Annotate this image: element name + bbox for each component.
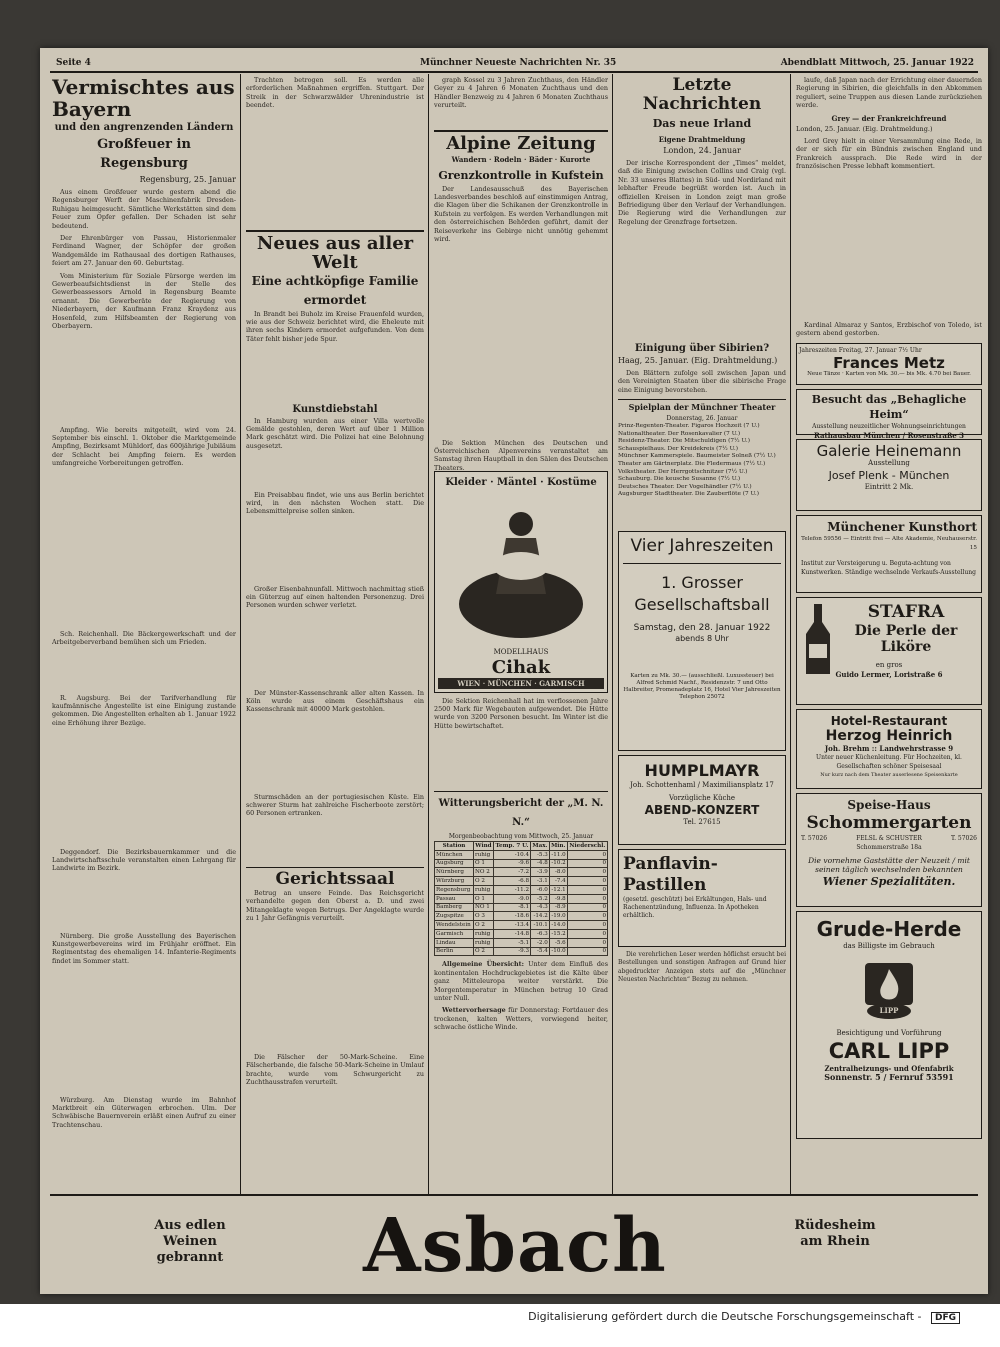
weather-row [435,947,608,956]
article-text: Trachten betrogen soll. Es werden alle erforderlichen Maßnahmen ergriffen. Stuttgart. Der Streik in der Schwarzwälder Uhrenindustrie ist beendet. [246,76,424,110]
ad-stafra-sub: en gros [875,661,903,669]
ad-stafra [796,597,982,705]
weather-cell: -9.0 [493,894,530,903]
ad-humpl-addr: Joh. Schottenhaml / Maximiliansplatz 17 [630,781,774,789]
dateline: Haag, 25. Januar. (Eig. Drahtmeldung.) [618,356,778,365]
weather-cell: NO 2 [473,868,493,877]
article-text: Lord Grey hielt in einer Versammlung eine Rede, in der er sich für ein Bündnis zwischen England und Frankreich aussprach. Die Rede wird in der französischen Presse lebhaft kommentiert. [796,137,982,171]
banner-right-text: Rüdesheim am Rhein [794,1218,876,1249]
ad-grude-addr: Sonnenstr. 5 / Fernruf 53591 [824,1072,954,1082]
weather-forecast [434,1006,608,1031]
ad-grude-company: CARL LIPP [828,1039,950,1063]
section-rule [246,230,424,232]
weather-cell: -15.2 [549,929,567,938]
weather-cell: -7.4 [549,877,567,886]
ad-stafra-addr: Guido Lermer, Loristraße 6 [835,670,943,679]
weather-cell: Wendelstein [435,921,474,930]
weather-cell: O 2 [473,947,493,956]
ad-heim-sub: Ausstellung neuzeitlicher Wohnungseinrichtungen [812,423,966,430]
ad-pan-text: (gesetzl. geschützt) bei Erkältungen, Hals- und Rachenentzündung, Influenza. In Apotheken erhältlich. [623,896,767,919]
weather-cell: -2.0 [531,938,550,947]
weather-cell: O 3 [473,912,493,921]
weather-title: Witterungsbericht der „M. N. N.“ [438,798,604,828]
weather-cell: 0 [567,938,607,947]
article-text: Sch. Reichenhall. Die Bäckergewerkschaft und der Arbeitgeberverband bemühen sich um Frieden. [52,629,236,647]
ad-metz-top: Jahreszeiten Freitag, 27. Januar 7½ Uhr [799,347,922,354]
weather-cell: -10.0 [549,947,567,956]
ad-speise-special: Wiener Spezialitäten. [822,875,956,888]
ad-grude-name: Grude-Herde [816,917,962,941]
weather-cell: -5.4 [531,947,550,956]
ad-vier-time: abends 8 Uhr [675,634,729,643]
article-text: Sturmschäden an der portugiesischen Küste. Ein schwerer Sturm hat zahlreiche Fischerboote zerstört; 60 Personen ertranken. [246,792,424,818]
ad-cihak-head: Kleider · Mäntel · Kostüme [445,476,597,488]
weather-cell: 0 [567,903,607,912]
section-title-letzte: Letzte Nachrichten [642,76,762,114]
flame-logo-icon [861,959,917,1021]
ad-speise-text: Die vornehme Gaststätte der Neuzeit / mit seinen täglich wechselnden bekannten [808,856,970,874]
ad-kunst-name: Münchener Kunsthort [827,520,977,534]
ad-speise-owners: FELSL & SCHUSTER [856,835,922,842]
column-4 [618,76,786,1194]
ad-vier-date: Samstag, den 28. Januar 1922 [633,623,771,633]
article-text: graph Kossel zu 3 Jahren Zuchthaus, den Händler Geyer zu 4 Jahren 6 Monaten Zuchthaus und den Händler Benzweig zu 4 Jahren 6 Monaten Zuchthaus verurteilt. [434,76,608,110]
ad-speise-tel2: T. 57026 [950,835,977,842]
weather-cell: 0 [567,859,607,868]
weather-cell: -12.1 [549,885,567,894]
ad-humplmayr [618,755,786,845]
dfg-logo-icon: DFG [931,1312,960,1324]
section-subtitle: und den angrenzenden Ländern [54,122,234,133]
section-rule [618,399,786,400]
column-1 [52,76,236,1194]
weather-cell: -8.9 [549,903,567,912]
theater-line: Schauburg. Die keusche Susanne (7½ U.) [618,476,741,483]
weather-general-text: Unter dem Einfluß des kontinentalen Hochdruckgebietes ist die Kälte über ganz Mitteleuropa weiter verstärkt. Die Morgentemperatur in München betrug 10 Grad unter Null. [434,960,608,1002]
weather-cell: ruhig [473,929,493,938]
headline-familie: Eine achtköpfige Familie ermordet [251,273,419,307]
weather-row [435,912,608,921]
weather-cell: NO 1 [473,903,493,912]
weather-cell: 0 [567,877,607,886]
weather-cell: -4.8 [531,859,550,868]
liqueur-bottle-icon [803,604,833,676]
weather-table [434,841,608,956]
article-text: Der irische Korrespondent der „Times“ meldet, daß die Einigung zwischen Collins und Craig (vgl. Nr. 33 unseres Blattes) in Süd- und Nordirland mit lebhafter Freude begrüßt worden ist. Auch in offiziellen Kreisen in London zeigt man große Befriedigung über den Verlauf der Verhandlungen. Die Regierung wird die Verhandlungen zur Regelung der Grenzfrage fortsetzen. [618,159,786,226]
weather-cell: -14.2 [531,912,550,921]
weather-cell: -6.8 [493,877,530,886]
section-title-alpine: Alpine Zeitung [446,132,596,154]
edition-date: Abendblatt Mittwoch, 25. Januar 1922 [780,58,974,68]
ad-speise-tel1: T. 57026 [801,835,828,842]
ad-vier-jahreszeiten [618,531,786,751]
weather-row [435,850,608,859]
weather-cell: Garmisch [435,929,474,938]
article-text: Aus einem Großfeuer wurde gestern abend die Regensburger Werft der Maschinenfabrik Dresden-Ruhigau heimgesucht. Sämtliche Werkstätten sind dem Feuer zum Opfer gefallen. Der Schaden ist sehr bedeutend. [52,188,236,230]
article-sub: Eigene Drahtmeldung [658,135,746,144]
ad-cihak-modellhaus: MODELLHAUS [493,647,549,656]
ad-grude-logo: LIPP [879,1006,899,1015]
paper-title: Münchner Neueste Nachrichten Nr. 35 [420,58,617,68]
weather-cell: -8.0 [549,868,567,877]
page-label: Seite 4 [56,58,91,68]
header-rule [50,71,978,73]
weather-header-cell: Wind [475,842,492,849]
ad-grude-slogan: das Billigste im Gebrauch [843,942,935,950]
ad-speise-addr: Schommerstraße 18a [856,844,922,851]
ad-hotel-addr: Joh. Brehm :: Landwehrstrasse 9 [824,744,954,753]
weather-subtitle: Morgenbeobachtung vom Mittwoch, 25. Januar [448,833,594,840]
ad-cihak [434,471,608,693]
weather-cell: -3.9 [531,868,550,877]
ad-heim-addr: Rathausbau München / Rosenstraße 3 [813,431,965,440]
ad-heim-head: Besucht das „Behagliche Heim“ [811,393,967,421]
theater-date: Donnerstag, 26. Januar [666,415,738,422]
column-rule [790,74,791,1194]
weather-cell: -6.3 [531,929,550,938]
article-text: In Brandt bei Buholz im Kreise Frauenfeld wurden, wie aus der Schweiz berichtet wird, die Eheleute mit ihren sechs Kindern ermordet aufgefunden. Von dem Täter fehlt bisher jede Spur. [246,309,424,343]
article-text: Würzburg. Am Dienstag wurde im Bahnhof Marktbreit ein Güterwagen erbrochen. Ulm. Der Schwäbische Bauernverein erläßt einen Aufruf zu einer Trachtenschau. [52,1095,236,1129]
section-title-bayern: Vermischtes aus Bayern [52,76,235,121]
article-text: Ein Preisabbau findet, wie uns aus Berlin berichtet wird, in den nächsten Wochen statt. Die Lebensmittelpreise sollen sinken. [246,490,424,516]
ad-cihak-name: Cihak [491,656,551,678]
theater-line: Augsburger Stadttheater. Die Zauberflöte (7 U.) [618,491,760,498]
theater-line: Volkstheater. Der Herrgottschnitzer (7½ U.) [618,468,748,475]
weather-cell: -9.8 [549,894,567,903]
weather-header-cell: Temp. 7 U. [493,842,530,851]
weather-row [435,903,608,912]
weather-cell: Lindau [435,938,474,947]
ad-stafra-slogan: Die Perle der Liköre [854,623,958,655]
weather-row [435,894,608,903]
banner-rule [50,1194,978,1196]
weather-header-cell: Station [435,842,474,851]
weather-cell: Regensburg [435,885,474,894]
headline-grey: Grey — der Frankreichfreund [831,114,947,123]
weather-cell: O 2 [473,921,493,930]
ad-frances-metz [796,343,982,385]
ad-kunst-text: Institut zur Versteigerung u. Beguta-achtung von Kunstwerken. Ständige wechselnde Verkaufs-Ausstellung [801,560,976,576]
weather-forecast-text: für Donnerstag: Fortdauer des trockenen, kalten Wetters, vorwiegend heiter, schwache östliche Winde. [434,1006,608,1032]
weather-cell: O 1 [473,894,493,903]
footer-credit-line [528,1310,960,1324]
weather-table-header [435,842,608,851]
theater-line: Prinz-Regenten-Theater. Figaros Hochzeit (7 U.) [618,423,760,429]
ad-vier-head: Vier Jahreszeiten [623,536,781,564]
article-text: In Hamburg wurden aus einer Villa wertvolle Gemälde gestohlen, deren Wert auf über 1 Million Mark geschätzt wird. Die Polizei hat eine Belohnung ausgesetzt. [246,416,424,450]
weather-cell: Passau [435,894,474,903]
ad-behagliche-heim [796,389,982,440]
theater-list [618,423,786,527]
weather-cell: 0 [567,947,607,956]
ad-schommergarten [796,793,982,907]
dateline: London, 24. Januar [663,146,741,155]
weather-cell: -5.3 [531,850,550,859]
weather-cell: -5.1 [493,938,530,947]
column-rule [428,74,429,1194]
theater-line: Theater am Gärtnerplatz. Die Fledermaus (7½ U.) [618,460,766,467]
weather-cell: 0 [567,929,607,938]
article-text: Kardinal Almaraz y Santos, Erzbischof von Toledo, ist gestern abend gestorben. [796,321,982,338]
article-text: Ampfing. Wie bereits mitgeteilt, wird vom 24. September bis einschl. 1. Oktober die Marktgemeinde Ampfing, Bezirksamt Mühldorf, das 600jährige Jubiläum der Schlacht bei Ampfing feiern. Es werden umfangreiche Vorbereitungen getroffen. [52,425,236,468]
column-2 [246,76,424,1194]
ad-metz-small: Karten von Mk. 30.— bis Mk. 4.70 bei Bauer. [845,371,971,377]
weather-header-cell: Niederschl. [567,842,607,851]
ad-hotel-name: Herzog Heinrich [825,728,953,744]
ad-humpl-tel: Tel. 27615 [683,818,721,826]
weather-cell: ruhig [473,885,493,894]
article-text: Der Münster-Kassenschrank aller alten Kassen. In Köln wurde aus einem Geschäftshaus ein Kassenschrank mit 40000 Mark gestohlen. [246,688,424,714]
ad-humpl-konzert: ABEND-KONZERT [644,803,760,817]
ad-gallery-artist: Josef Plenk - München [828,469,950,482]
weather-cell: -19.0 [549,912,567,921]
section-rule [434,130,608,132]
weather-cell: Berlin [435,947,474,956]
section-title-gericht: Gerichtssaal [275,869,395,889]
theater-line: Nationaltheater. Der Rosenkavalier (7 U.) [618,430,741,437]
article-text: Vom Ministerium für Soziale Fürsorge werden im Gewerbeaufsichtsdienst in der Stelle des Gewerbeassessors Arnold in Regensburg Beamte ernannt. Die Gewerberäte der Regierung von Niederbayern, der Kaufmann Franz Kraydenz aus Hosenfeld, zum Hilfsbeamten der Regierung von Oberbayern. [52,271,236,331]
weather-cell: München [435,850,474,859]
section-rule [246,867,424,869]
weather-cell: -14.8 [493,929,530,938]
weather-cell: -8.1 [493,903,530,912]
weather-cell: -10.4 [493,850,530,859]
ad-kunst-addr: Telefon 59556 — Eintritt frei — Alte Akademie, Neuhauserstr. 15 [801,536,977,551]
article-text: laufe, daß Japan nach der Errichtung einer dauernden Regierung in Sibirien, die gleichfalls in den Abkommen reguliert, seine Truppen aus diesen Lande zurückziehen werde. [796,76,982,110]
fashion-figure-illustration [446,494,596,644]
weather-cell: Zugspitze [435,912,474,921]
section-subtitle: Wandern · Rodeln · Bäder · Kurorte [451,154,591,164]
subhead-kunstdiebstahl: Kunstdiebstahl [292,403,378,415]
newspaper-page [40,48,988,1294]
ad-vier-title: 1. Grosser Gesellschaftsball [634,573,770,614]
article-text: Die Sektion Reichenhall hat im verflossenen Jahre 2500 Mark für Wegebauten aufgewendet. Die Hütte wurde von 3200 Personen besucht. Im Winter ist die Hütte bewirtschaftet. [434,696,608,730]
weather-cell: Bamberg [435,903,474,912]
ad-metz-lines: Neue Tänze · Karten von Mk. 30.— bis Mk. 4.70 bei Bauer. [807,371,971,377]
weather-cell: -11.2 [493,885,530,894]
ad-cihak-cities: WIEN · MÜNCHEN · GARMISCH [438,678,604,689]
ad-vier-small: Karten zu Mk. 30.— (ausschließl. Luxussteuer) bei Alfred Schmid Nachf., Residenzstr. 7 und Otto Halbreiter, Promenadeplatz 16, Hotel Vier Jahreszeiten Telephon 25072 [623,673,781,700]
weather-cell: -5.6 [549,938,567,947]
ad-metz-sub: Neue Tänze [807,371,841,377]
weather-cell: Würzburg [435,877,474,886]
weather-cell: -7.2 [493,868,530,877]
column-rule [612,74,613,1194]
theater-title: Spielplan der Münchner Theater [628,402,776,412]
section-rule [434,791,608,793]
ad-grude-herde [796,911,982,1139]
weather-cell: -18.6 [493,912,530,921]
footer-credit: Digitalisierung gefördert durch die Deutsche Forschungsgemeinschaft - [528,1310,922,1323]
ad-gallery-sub: Ausstellung [868,459,910,467]
banner-left-text: Aus edlen Weinen gebrannt [154,1218,226,1265]
weather-general-head: Allgemeine Übersicht: [442,960,524,969]
theater-line: Schauspielhaus. Der Kreidekreis (7½ U.) [618,445,739,452]
weather-cell: -13.4 [493,921,530,930]
ad-grude-besicht: Besichtigung und Vorführung [836,1029,942,1037]
weather-row [435,877,608,886]
reader-note: Die verehrlichen Leser werden höflichst ersucht bei Bestellungen und sonstigen Anfragen auf Grund hier abgedruckter Anzeigen stets auf die „Münchner Neuesten Nachrichten“ Bezug zu nehmen. [618,951,786,984]
weather-row [435,859,608,868]
weather-cell: -10.1 [531,921,550,930]
weather-cell: -5.2 [531,894,550,903]
weather-cell: ruhig [473,938,493,947]
article-text: Die Sektion München des Deutschen und Österreichischen Alpenvereins veranstaltet am Samstag ihren Hauptball in den Sälen des Deutschen Theaters. [434,438,608,472]
weather-cell: -11.0 [549,850,567,859]
headline-sibirien: Einigung über Sibirien? [634,343,770,354]
headline-irland: Das neue Irland [652,117,752,130]
dateline: Regensburg, 25. Januar [139,175,236,184]
ad-speise-row [801,834,977,843]
dateline: London, 25. Januar. (Eig. Drahtmeldung.) [796,125,933,133]
weather-cell: ruhig [473,850,493,859]
ad-grude-sub: Zentralheizungs- und Ofenfabrik [824,1064,954,1073]
article-text: Großer Eisenbahnunfall. Mittwoch nachmittag stieß ein Güterzug auf einen haltenden Personenzug. Drei Personen wurden schwer verletzt. [246,584,424,610]
column-5 [796,76,982,1194]
section-title-welt: Neues aus aller Welt [256,232,414,273]
weather-cell: 0 [567,912,607,921]
weather-cell: 0 [567,921,607,930]
weather-cell: Augsburg [435,859,474,868]
ad-gallery-name: Galerie Heinemann [816,442,962,460]
weather-cell: -14.0 [549,921,567,930]
weather-cell: Nürnberg [435,868,474,877]
weather-cell: -6.0 [531,885,550,894]
weather-cell: 0 [567,885,607,894]
article-text: R. Augsburg. Bei der Tarifverhandlung für kaufmännische Angestellte ist eine Einigung zustande gekommen. Die Angestellten erhalten ab 1. Januar 1922 eine Erhöhung ihrer Bezüge. [52,693,236,727]
weather-header-cell: Max. [532,842,548,849]
weather-cell: -3.1 [531,877,550,886]
ad-galerie-heinemann [796,439,982,511]
weather-header-cell: Min. [551,842,566,849]
article-text: Die Fälscher der 50-Mark-Scheine. Eine Fälscherbande, die falsche 50-Mark-Scheine in Umlauf brachte, wurde vom Schwurgericht zu Zuchthausstrafen verurteilt. [246,1053,424,1087]
weather-row [435,938,608,947]
weather-cell: -9.6 [493,859,530,868]
theater-line: Deutsches Theater. Der Vogelhändler (7½ U.) [618,483,752,490]
weather-cell: O 1 [473,859,493,868]
weather-cell: O 2 [473,877,493,886]
weather-row [435,929,608,938]
article-text: Nürnberg. Die große Ausstellung des Bayerischen Kunstgewerbevereins wird im Frühjahr eröffnet. Ein Regimentstag des ehemaligen 14. Infanterie-Regiments findet im Sommer statt. [52,931,236,965]
ad-panflavin [618,849,786,947]
article-text: Den Blättern zufolge soll zwischen Japan und den Vereinigten Staaten über die sibirische Frage eine Einigung bevorstehen. [618,369,786,394]
ad-herzog-heinrich [796,709,982,789]
weather-cell: -9.3 [493,947,530,956]
ad-speise-name: Schommergarten [806,813,972,833]
weather-row [435,885,608,894]
ad-kunsthort [796,515,982,593]
ad-humpl-name: HUMPLMAYR [644,761,760,780]
column-3 [434,76,608,1194]
ad-humpl-kueche: Vorzügliche Küche [668,794,736,802]
ad-stafra-name: STAFRA [867,602,945,622]
theater-line: Münchner Kammerspiele. Baumeister Solneß (7½ U.) [618,453,776,460]
article-text: Der Ehrenbürger von Passau, Historienmaler Ferdinand Wagner, der Schöpfer der großen Wandgemälde im Rathausaal des dortigen Rathauses, feiert am 27. Januar den 60. Geburtstag. [52,234,236,268]
weather-cell: 0 [567,850,607,859]
weather-cell: -4.3 [531,903,550,912]
headline-grossfeuer: Großfeuer in Regensburg [97,137,191,171]
asbach-banner-ad [40,1198,988,1294]
ad-pan-name: Panflavin-Pastillen [623,854,718,895]
article-text: Betrug an unsere Feinde. Das Reichsgericht verhandelte gegen den Oberst a. D. und zwei Mitangeklagte wegen Betrugs. Der Angeklagte wurde zu 1 Jahr Gefängnis verurteilt. [246,889,424,923]
ad-metz-name: Frances Metz [833,354,945,372]
weather-row [435,868,608,877]
ad-speise-head: Speise-Haus [847,798,931,812]
weather-row [435,921,608,930]
ad-hotel-text: Unter neuer Küchenleitung. Für Hochzeiten, kl. Gesellschaften schöner Speisesaal [816,754,962,770]
ad-hotel-head: Hotel-Restaurant [830,714,948,728]
headline-kufstein: Grenzkontrolle in Kufstein [438,168,604,182]
theater-line: Residenz-Theater. Die Mitschuldigen (7½ U.) [618,438,750,445]
article-text: Deggendorf. Die Bezirksbauernkammer und die Landwirtschaftsschule veranstalten einen Lehrgang für Landwirte im Bezirk. [52,847,236,873]
weather-cell: -10.2 [549,859,567,868]
ad-hotel-small: Nur kurz nach dem Theater auserlesene Speisenkarte [820,772,958,778]
banner-brand: Asbach [363,1203,667,1289]
ad-gallery-entry: Eintritt 2 Mk. [864,483,914,491]
weather-cell: 0 [567,894,607,903]
column-rule [240,74,241,1194]
weather-forecast-head: Wettervorhersage [442,1006,506,1015]
weather-general [434,960,608,1002]
weather-cell: 0 [567,868,607,877]
article-text: Der Landesausschuß des Bayerischen Landesverbandes beschloß auf einstimmigen Antrag, die Klagen über die Schikanen der Grenzkontrolle in Kufstein zu verfolgen. Es werden Verhandlungen mit den österreichischen Behörden geführt, damit der Reiseverkehr ins Gebirge nicht unnötig gehemmt wird. [434,184,608,243]
